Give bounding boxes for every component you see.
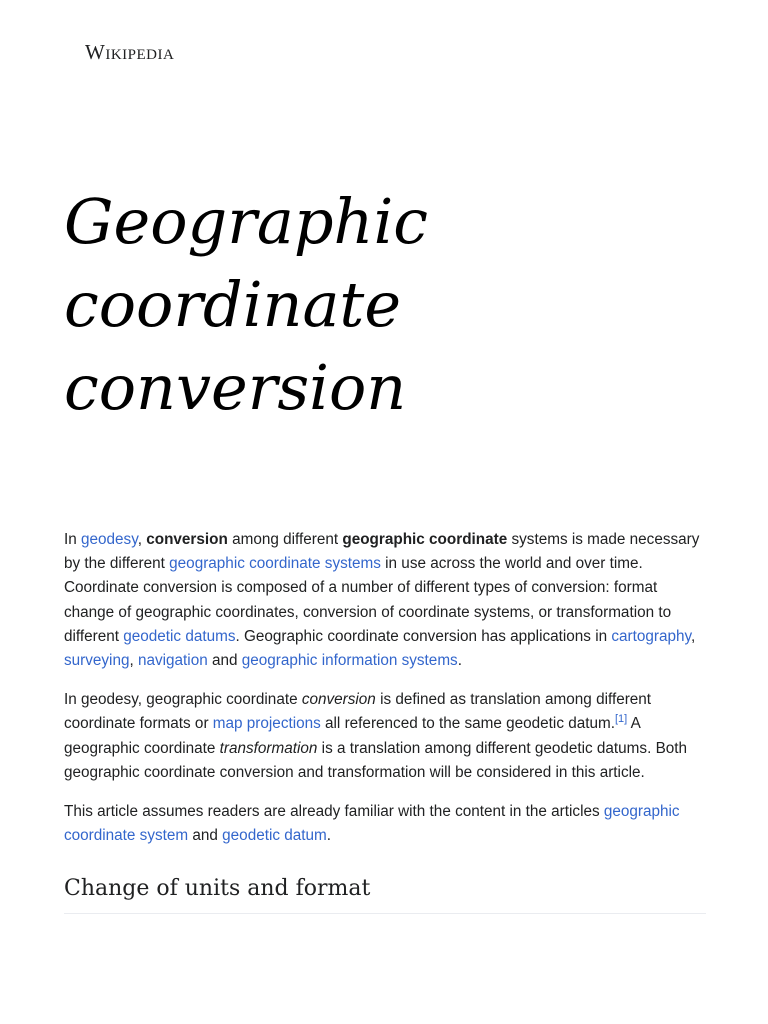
- link-geodesy[interactable]: geodesy: [81, 531, 138, 548]
- text-run: ,: [137, 531, 147, 548]
- text-run: among different: [227, 531, 343, 548]
- link-geographic-coordinate-systems[interactable]: geographic coordinate systems: [169, 555, 381, 573]
- text-run: systems is made necessary by the different: [64, 531, 700, 573]
- section-heading-change-of-units: Change of units and format: [64, 875, 706, 914]
- link-navigation[interactable]: navigation: [137, 652, 208, 670]
- text-run: In geodesy, geographic coordinate: [64, 691, 302, 709]
- link-surveying[interactable]: surveying: [64, 652, 130, 670]
- bold-term-conversion: conversion: [146, 531, 228, 548]
- text-run: is a translation among different geodetic datums. Both geographic coordinate conversion and transformation will be considered in this article.: [64, 739, 688, 781]
- text-run: ,: [129, 652, 138, 670]
- link-geographic-information-systems[interactable]: geographic information systems: [241, 652, 458, 670]
- link-cartography[interactable]: cartography: [611, 627, 692, 645]
- text-run: ,: [691, 627, 696, 645]
- text-run: A geographic coordinate: [64, 715, 640, 757]
- wikipedia-wordmark[interactable]: Wikipedia: [85, 40, 175, 64]
- article-body: [64, 528, 706, 914]
- text-run: is defined as translation among different coordinate formats or: [64, 691, 652, 733]
- paragraph-prerequisites: [64, 800, 706, 848]
- text-run: .: [457, 652, 462, 670]
- italic-term-conversion: conversion: [301, 691, 376, 709]
- paragraph-definition: [64, 688, 706, 785]
- link-geodetic-datums[interactable]: geodetic datums: [123, 627, 236, 645]
- link-geographic-coordinate-system[interactable]: geographic coordinate system: [64, 803, 680, 845]
- text-run: in use across the world and over time. Coordinate conversion is composed of a number of different types of conversion: format change of geographic coordinates, conversion of coordinate systems, or transformation to different: [64, 555, 672, 645]
- paragraph-intro: [64, 528, 706, 673]
- page-title: Geographic coordinate conversion: [64, 185, 429, 424]
- text-run: . Geographic coordinate conversion has applications in: [235, 627, 612, 645]
- text-run: and: [207, 652, 242, 670]
- text-run: .: [326, 827, 332, 845]
- text-run: This article assumes readers are already familiar with the content in the articles: [64, 803, 604, 821]
- bold-term-geographic-coordinate: geographic coordinate: [342, 531, 508, 548]
- text-run: and: [188, 827, 223, 845]
- reference-1[interactable]: [1]: [615, 713, 628, 726]
- italic-term-transformation: transformation: [219, 739, 318, 757]
- link-map-projections[interactable]: map projections: [212, 715, 321, 733]
- text-run: In: [64, 531, 82, 548]
- link-geodetic-datum[interactable]: geodetic datum: [222, 827, 327, 845]
- text-run: all referenced to the same geodetic datum.: [320, 715, 615, 733]
